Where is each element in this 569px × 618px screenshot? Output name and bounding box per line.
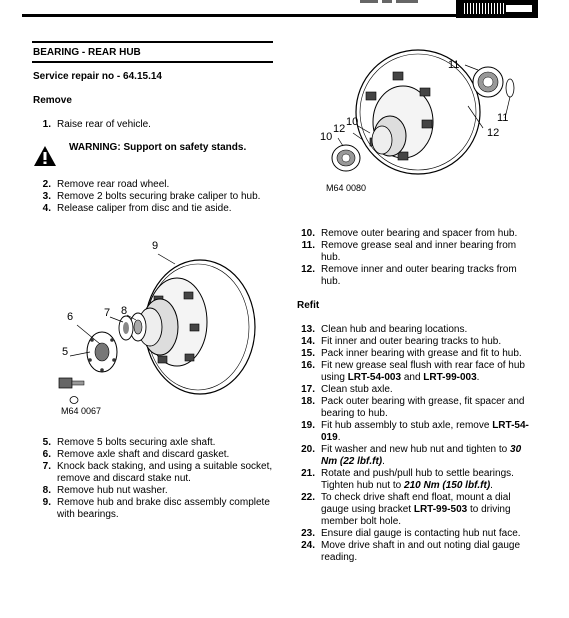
title-rule-top — [32, 41, 273, 43]
step-1: 1. Raise rear of vehicle. — [42, 119, 151, 130]
callout-12-right: 12 — [487, 127, 500, 139]
step-15: 15. Pack inner bearing with grease and fit to hub. — [301, 348, 522, 359]
callout-8: 8 — [121, 305, 128, 317]
step-2: 2. Remove rear road wheel. — [42, 179, 170, 190]
step-9: 9. Remove hub and brake disc assembly complete with bearings. — [42, 497, 270, 520]
callout-6: 6 — [67, 311, 74, 323]
figure-id-left: M64 0067 — [61, 406, 102, 416]
callout-11-top: 11 — [448, 59, 460, 71]
tool-ref: LRT-54-019 — [321, 420, 529, 443]
step-21: 21. Rotate and push/pull hub to settle bearings. Tighten hub nut to 210 Nm (150 lbf.ft). — [301, 468, 514, 491]
callout-10-upper: 10 — [346, 116, 359, 128]
refit-steps — [297, 324, 537, 564]
tool-ref: LRT-99-003 — [423, 372, 477, 383]
figure-id-right: M64 0080 — [326, 183, 367, 193]
torque-value: 210 Nm (150 lbf.ft) — [404, 480, 491, 491]
remove-steps-4 — [297, 228, 537, 288]
step-7: 7. Knock back staking, and using a suitable socket, remove and discard stake nut. — [42, 461, 273, 484]
callout-5: 5 — [62, 346, 69, 358]
title-rule-bottom — [32, 61, 273, 63]
step-19: 19. Fit hub assembly to stub axle, remove LRT-54-019. — [301, 420, 529, 443]
remove-heading: Remove — [33, 95, 72, 106]
remove-steps-3 — [33, 437, 273, 521]
torque-value: 30 Nm (22 lbf.ft) — [321, 444, 522, 467]
step-10: 10. Remove outer bearing and spacer from hub. — [301, 228, 518, 239]
step-6: 6. Remove axle shaft and discard gasket. — [42, 449, 230, 460]
step-18: 18. Pack outer bearing with grease, fit spacer and bearing to hub. — [301, 396, 525, 419]
step-22: 22. To check drive shaft end float, mount a dial gauge using bracket LRT-99-503 to driving member bolt hole. — [301, 492, 511, 527]
warning-text: WARNING: Support on safety stands. — [69, 142, 247, 153]
step-8: 8. Remove hub nut washer. — [42, 485, 168, 496]
step-11: 11. Remove grease seal and inner bearing from hub. — [301, 240, 517, 263]
tool-ref: LRT-99-503 — [413, 504, 468, 515]
service-repair-number: Service repair no - 64.15.14 — [33, 71, 162, 82]
step-5: 5. Remove 5 bolts securing axle shaft. — [42, 437, 216, 448]
section-title: BEARING - REAR HUB — [33, 47, 141, 58]
hub-exploded-diagram — [50, 232, 280, 422]
warning-icon — [33, 145, 57, 167]
callout-12-left: 12 — [333, 123, 346, 135]
remove-steps-1 — [33, 119, 273, 131]
remove-steps-2 — [33, 179, 273, 215]
step-14: 14. Fit inner and outer bearing tracks to hub. — [301, 336, 502, 347]
callout-9: 9 — [152, 240, 159, 252]
step-3: 3. Remove 2 bolts securing brake caliper to hub. — [42, 191, 261, 202]
step-17: 17. Clean stub axle. — [301, 384, 393, 395]
step-24: 24. Move drive shaft in and out noting dial gauge reading. — [301, 540, 521, 563]
step-4: 4. Release caliper from disc and tie aside. — [42, 203, 232, 214]
callout-11-right: 11 — [497, 112, 509, 124]
step-16: 16. Fit new grease seal flush with rear face of hub using LRT-54-003 and LRT-99-003. — [301, 360, 525, 383]
header-text-fragment — [360, 0, 440, 4]
tool-ref: LRT-54-003 — [347, 372, 402, 383]
step-23: 23. Ensure dial gauge is contacting hub nut face. — [301, 528, 521, 539]
callout-10-lower: 10 — [320, 131, 333, 143]
refit-heading: Refit — [297, 300, 320, 311]
step-13: 13. Clean hub and bearing locations. — [301, 324, 468, 335]
callout-7: 7 — [104, 307, 111, 319]
step-12: 12. Remove inner and outer bearing tracks from hub. — [301, 264, 517, 287]
header-rule — [22, 14, 456, 17]
step-20: 20. Fit washer and new hub nut and tighten to 30 Nm (22 lbf.ft). — [301, 444, 522, 467]
section-tab-marker — [456, 0, 538, 18]
